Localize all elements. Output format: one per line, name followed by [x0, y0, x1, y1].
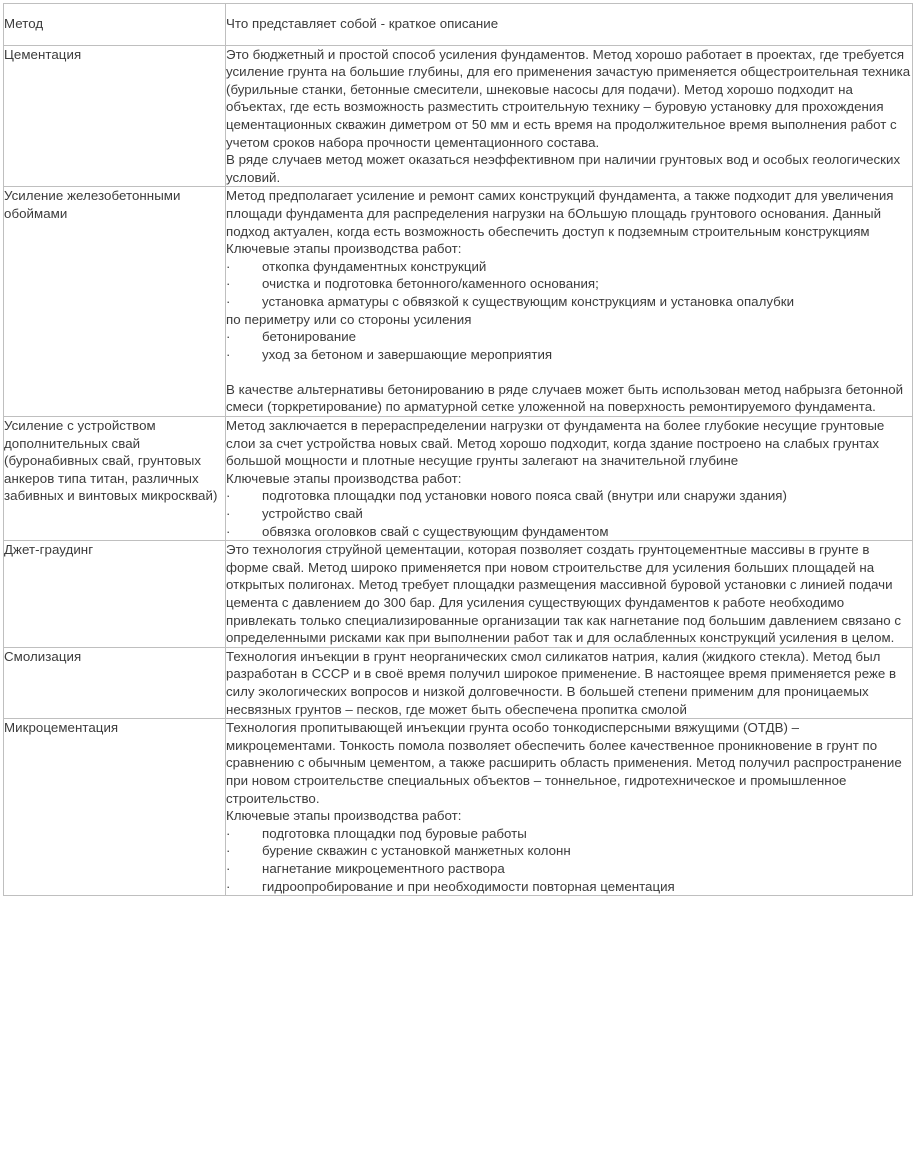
list-item-label: откопка фундаментных конструкций: [262, 258, 487, 274]
method-label: Усиление железобетонными обоймами: [4, 188, 181, 221]
list-item-label: бетонирование: [262, 329, 357, 345]
bullet-icon: ·: [226, 825, 231, 841]
list-item: [226, 275, 912, 293]
row-description: [226, 647, 913, 718]
description-paragraph: В ряде случаев метод может оказаться неэффективном при наличии грунтовых вод и особых геологических условий.: [226, 152, 901, 185]
description-paragraph: В качестве альтернативы бетонированию в ряде случаев может быть использован метод набрызга бетонной смеси (торкретирование) по арматурной сетке уложенной на поверхность ремонтируемого фундамента.: [226, 381, 904, 415]
row-method-name: [4, 541, 226, 648]
table-row: [4, 417, 913, 541]
description-paragraph: Технология инъекции в грунт неорганических смол силикатов натрия, калия (жидкого стекла). Метод был разработан в СССР и в своё время получил широкое применение. В настоящее время применяется реже в силу экологических вопросов и низкой долговечности. В большей степени применим для проницаемых несвязных грунтов – песков, где может быть обеспечена пропитка смолой: [226, 648, 897, 717]
bullets-intro: Ключевые этапы производства работ:: [226, 808, 462, 824]
table-header-row: [4, 4, 913, 46]
bullet-icon: ·: [226, 843, 231, 859]
steps-list: [226, 258, 912, 364]
description-paragraph: Это бюджетный и простой способ усиления фундаментов. Метод хорошо работает в проектах, где требуется усиление грунта на большие глубины, для его применения зачастую применяется общестроительная техника (бурильные станки, бетонные смесители, шнековые насосы для подачи). Метод хорошо подходит на объектах, где есть возможность разместить строительную технику – буровую установку для прохождения цементационных скважин диметром от 50 мм и есть время на продолжительное время выполнения работ с учетом сроков набора прочности цементационного состава.: [226, 46, 911, 150]
list-item-label: устройство свай: [262, 506, 363, 522]
list-item-label: подготовка площадки под буровые работы: [262, 825, 527, 841]
table-header-cell-method: [4, 4, 226, 46]
bullet-icon: ·: [226, 488, 231, 504]
row-method-name: [4, 647, 226, 718]
bullet-icon: ·: [226, 860, 231, 876]
bullet-icon: ·: [226, 258, 231, 274]
row-method-name: [4, 417, 226, 541]
table-row: [4, 647, 913, 718]
list-item-continuation: [226, 311, 912, 329]
list-item: [226, 487, 912, 505]
row-description: [226, 417, 913, 541]
method-label: Джет-граудинг: [4, 542, 94, 558]
bullet-icon: ·: [226, 276, 231, 292]
list-item: [226, 878, 912, 896]
description-paragraph: Метод заключается в перераспределении нагрузки от фундамента на более глубокие несущие грунтовые слои за счет устройства новых свай. Метод хорошо подходит, когда здание построено на слабых грунтах большой мощности и плотные несущие грунты залегают на значительной глубине: [226, 418, 885, 469]
paragraph-spacer: [226, 363, 912, 381]
table-row: [4, 187, 913, 417]
description-paragraph: Технология пропитывающей инъекции грунта особо тонкодисперсными вяжущими (ОТДВ) – микроцементами. Тонкость помола позволяет обеспечить более качественное проникновение в грунт по сравнению с обычным цементом, а также расширить область применения. Метод получил распространение при новом строительстве специальных объектов – тоннельное, гидротехническое и промышленное строительство.: [226, 720, 902, 806]
list-item-label: гидроопробирование и при необходимости повторная цементация: [262, 878, 675, 894]
list-item-continuation-label: по периметру или со стороны усиления: [226, 311, 472, 327]
bullet-icon: ·: [226, 293, 231, 309]
list-item-label: уход за бетоном и завершающие мероприятия: [262, 346, 553, 362]
description-paragraph: Это технология струйной цементации, которая позволяет создать грунтоцементные массивы в грунте в форме свай. Метод широко применяется при новом строительстве для усиления больших площадей на открытых полигонах. Метод требует площадки размещения массивной буровой установки с линией подачи цемента с давлением до 300 бар. Для усиления существующих фундаментов к работе необходимо привлекать только специализированные организации так как нагнетание под большим давлением связано с определенными рисками как при выполнении работ так и для ослабленных конструкций усиления в целом.: [226, 542, 902, 646]
table-row: [4, 45, 913, 187]
bullet-icon: ·: [226, 878, 231, 894]
list-item: [226, 328, 912, 346]
method-label: Цементация: [4, 46, 82, 62]
table-row: [4, 719, 913, 896]
bullet-icon: ·: [226, 346, 231, 362]
list-item: [226, 258, 912, 276]
list-item-label: бурение скважин с установкой манжетных колонн: [262, 843, 571, 859]
method-label: Усиление с устройством дополнительных свай (буронабивных свай, грунтовых анкеров типа титан, различных забивных и винтовых микросквай): [4, 418, 218, 504]
list-item: [226, 293, 912, 311]
list-item-label: установка арматуры с обвязкой к существующим конструкциям и установка опалубки: [262, 293, 795, 309]
method-label: Смолизация: [4, 648, 82, 664]
steps-list: [226, 487, 912, 540]
methods-comparison-table: [3, 3, 913, 896]
row-description: [226, 187, 913, 417]
list-item: [226, 523, 912, 541]
list-item: [226, 346, 912, 364]
list-item-label: обвязка оголовков свай с существующим фундаментом: [262, 523, 609, 539]
bullets-intro: Ключевые этапы производства работ:: [226, 470, 462, 486]
row-description: [226, 719, 913, 896]
list-item-label: подготовка площадки под установки нового пояса свай (внутри или снаружи здания): [262, 488, 787, 504]
method-label: Микроцементация: [4, 720, 119, 736]
bullet-icon: ·: [226, 329, 231, 345]
list-item: [226, 842, 912, 860]
list-item: [226, 505, 912, 523]
list-item: [226, 860, 912, 878]
header-label-method: Метод: [4, 16, 44, 31]
table-header-cell-description: [226, 4, 913, 46]
row-description: [226, 45, 913, 187]
list-item: [226, 825, 912, 843]
list-item-label: очистка и подготовка бетонного/каменного основания;: [262, 276, 599, 292]
steps-list: [226, 825, 912, 895]
bullets-intro: Ключевые этапы производства работ:: [226, 241, 462, 257]
row-method-name: [4, 45, 226, 187]
row-description: [226, 541, 913, 648]
row-method-name: [4, 187, 226, 417]
row-method-name: [4, 719, 226, 896]
header-label-description: Что представляет собой - краткое описание: [226, 16, 499, 31]
list-item-label: нагнетание микроцементного раствора: [262, 860, 505, 876]
bullet-icon: ·: [226, 506, 231, 522]
description-paragraph: Метод предполагает усиление и ремонт самих конструкций фундамента, а также подходит для увеличения площади фундамента для распределения нагрузки на бОльшую площадь грунтового основания. Данный подход актуален, когда есть возможность обеспечить доступ к подземным строительным конструкциям: [226, 188, 894, 239]
bullet-icon: ·: [226, 523, 231, 539]
table-row: [4, 541, 913, 648]
